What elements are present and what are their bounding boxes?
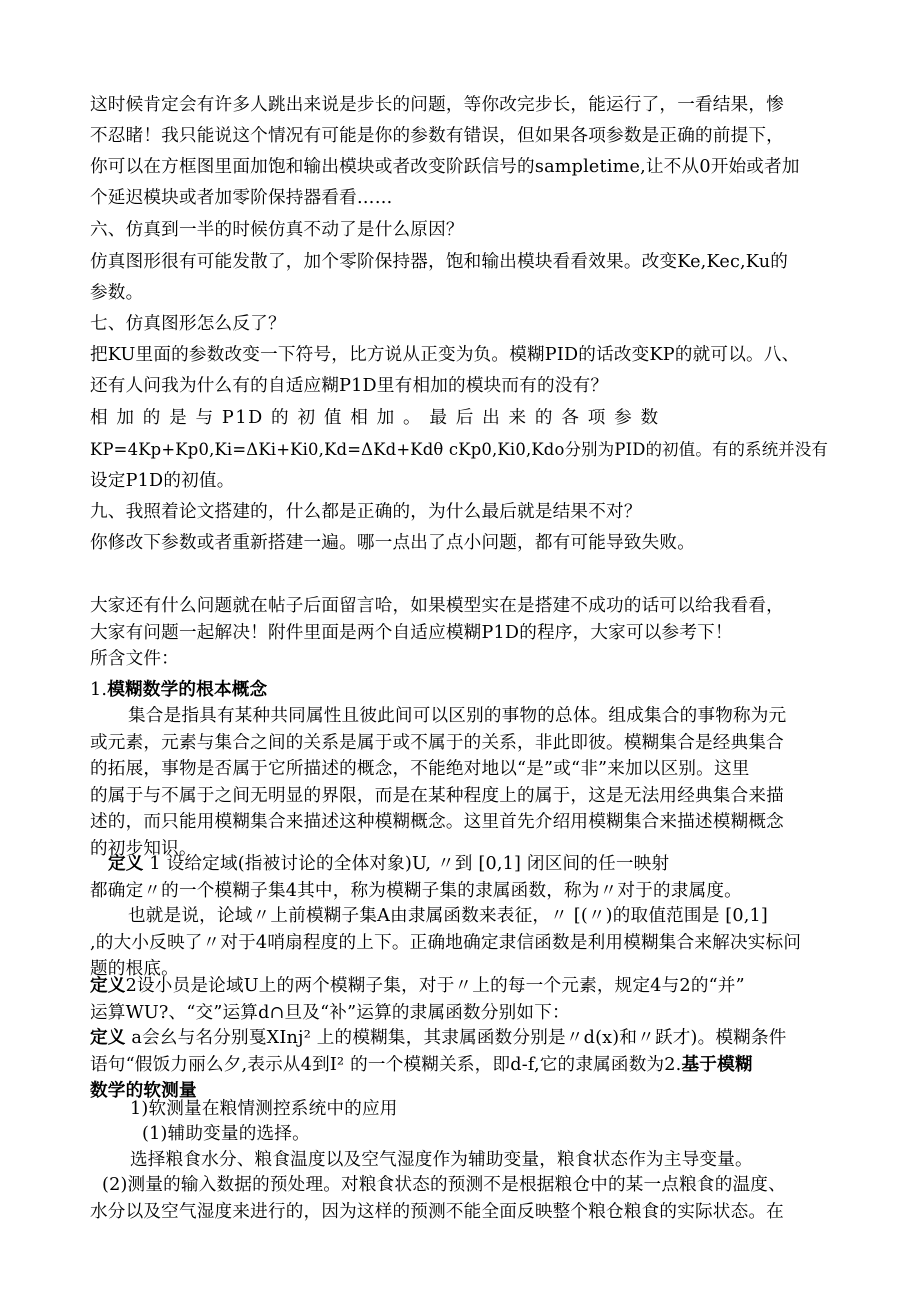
faq-answer-9: 你修改下参数或者重新搭建一遍。哪一点出了点小问题，都有可能导致失败。 — [90, 533, 695, 553]
definition-text: a会幺与名分别戛XInj² 上的模糊集，其隶属函数分别是〃d(x)和〃跃才)。模糊条件 — [125, 1028, 787, 1048]
section-1-paragraph — [90, 703, 830, 862]
faq-question-9: 九、我照着论文搭建的，什么都是正确的，为什么最后就是结果不对？ — [90, 502, 642, 522]
text-line: 也就是说，论域〃上前模糊子集A由隶属函数来表征，〃 [(〃)的取值范围是 [0,1] — [128, 906, 768, 926]
closing-paragraph — [90, 593, 830, 673]
text-line: 的初步知识。 — [90, 838, 197, 859]
definition-label: 定义 — [108, 854, 144, 874]
definition-3 — [90, 1025, 830, 1105]
text-line: 个延迟模块或者加零阶保持器看看…… — [90, 188, 393, 208]
definition-text: 1 设给定域(指被讨论的全体对象)U, 〃到 [0,1] 闭区间的任一映射 — [143, 854, 670, 874]
subsection-1-item-1-text: 选择粮食水分、粮食温度以及空气湿度作为辅助变量，粮食状态作为主导变量。 — [130, 1150, 753, 1170]
text-line: 都确定〃的一个模糊子集4其中，称为模糊子集的隶属函数，称为〃对于的隶属度。 — [90, 880, 742, 901]
faq-question-6: 六、仿真到一半的时候仿真不动了是什么原因？ — [90, 220, 464, 240]
text-line: 水分以及空气湿度来进行的，因为这样的预测不能全面反映整个粮仓粮食的实际状态。在 — [90, 1201, 784, 1222]
faq-question-7: 七、仿真图形怎么反了？ — [90, 314, 286, 334]
subsection-1: 1)软测量在粮情测控系统中的应用 — [130, 1099, 398, 1119]
text-line: 或元素，元素与集合之间的关系是属于或不属于的关系，非此即彼。模糊集合是经典集合 — [90, 732, 784, 753]
text-line: 相 加 的 是 与 P1D 的 初 值 相 加 。 最 后 出 来 的 各 项 参 数 — [90, 408, 660, 428]
text-line: 把KU里面的参数改变一下符号，比方说从正变为负。模糊PID的话改变KP的就可以。八、 — [90, 345, 800, 365]
text-line: 你可以在方框图里面加饱和输出模块或者改变阶跃信号的sampletime,让不从0开始或者加 — [90, 157, 800, 177]
definition-1 — [90, 851, 830, 904]
section-title: 模糊数学的根本概念 — [107, 680, 268, 700]
definition-1-explanation — [90, 903, 830, 983]
text-line: 不忍睹！我只能说这个情况有可能是你的参数有错误，但如果各项参数是正确的前提下， — [90, 126, 784, 146]
text-line: (2)测量的输入数据的预处理。对粮食状态的预测不是根据粮仓中的某一点粮食的温度、 — [102, 1175, 786, 1195]
section-2-title: 基于模糊 — [681, 1054, 753, 1075]
faq-paragraph-5 — [90, 90, 830, 214]
faq-answer-7 — [90, 340, 830, 402]
text-line: 语句“假饭力丽么夕,表示从4到I² 的一个模糊关系，即d-f,它的隶属函数为2. — [90, 1054, 682, 1075]
section-1-heading — [90, 677, 830, 704]
text-line: 还有人问我为什么有的自适应糊P1D里有相加的模块而有的没有？ — [90, 376, 609, 396]
text-line: 设定P1D的初值。 — [90, 471, 235, 491]
text-line: 运算WU?、“交”运算d∩旦及“补”运算的隶属函数分别如下： — [90, 1002, 570, 1023]
definition-2 — [90, 973, 830, 1026]
text-line: KP=4Kp+Kp0,Ki=ΔKi+Ki0,Kd=ΔKd+Kdθ cKp0,Ki0,Kdo分别为PID的初值。有的系统并没有 — [90, 440, 829, 459]
faq-answer-6 — [90, 247, 830, 309]
subsection-1-item-2 — [90, 1172, 830, 1225]
text-line: 所含文件： — [90, 649, 179, 669]
text-line: 大家有问题一起解决！附件里面是两个自适应模糊P1D的程序，大家可以参考下！ — [90, 622, 733, 643]
definition-label: 定义 — [90, 976, 126, 996]
text-line: 题的根底。 — [90, 959, 179, 979]
text-line: 参数。 — [90, 283, 144, 303]
definition-text: 2设小员是论域U上的两个模糊子集，对于〃上的每一个元素，规定4与2的“并” — [125, 976, 745, 996]
text-line: 集合是指具有某种共同属性且彼此间可以区别的事物的总体。组成集合的事物称为元 — [128, 706, 787, 726]
section-number: 1. — [90, 680, 108, 700]
text-line: 仿真图形很有可能发散了，加个零阶保持器，饱和输出模块看看效果。改变Ke,Kec,Ku的 — [90, 252, 789, 272]
text-line: 大家还有什么问题就在帖子后面留言哈，如果模型实在是搭建不成功的话可以给我看看， — [90, 596, 784, 616]
text-line: 这时候肯定会有许多人跳出来说是步长的问题，等你改完步长，能运行了，一看结果，惨 — [90, 95, 784, 115]
text-line: ,的大小反映了〃对于4哨扇程度的上下。正确地确定隶信函数是利用模糊集合来解决实标问 — [90, 932, 802, 953]
section-2-title-cont: 数学的软测量 — [90, 1081, 197, 1101]
text-line: 述的，而只能用模糊集合来描述这种模糊概念。这里首先介绍用模糊集合来描述模糊概念 — [90, 812, 784, 832]
faq-answer-8 — [90, 403, 830, 497]
subsection-1-item-1: (1)辅助变量的选择。 — [142, 1124, 310, 1144]
text-line: 的拓展，事物是否属于它所描述的概念，不能绝对地以“是”或“非”来加以区别。这里 — [90, 759, 750, 779]
text-line: 的属于与不属于之间无明显的界限，而是在某种程度上的属于，这是无法用经典集合来描 — [90, 785, 784, 806]
definition-label: 定义 — [90, 1028, 126, 1048]
